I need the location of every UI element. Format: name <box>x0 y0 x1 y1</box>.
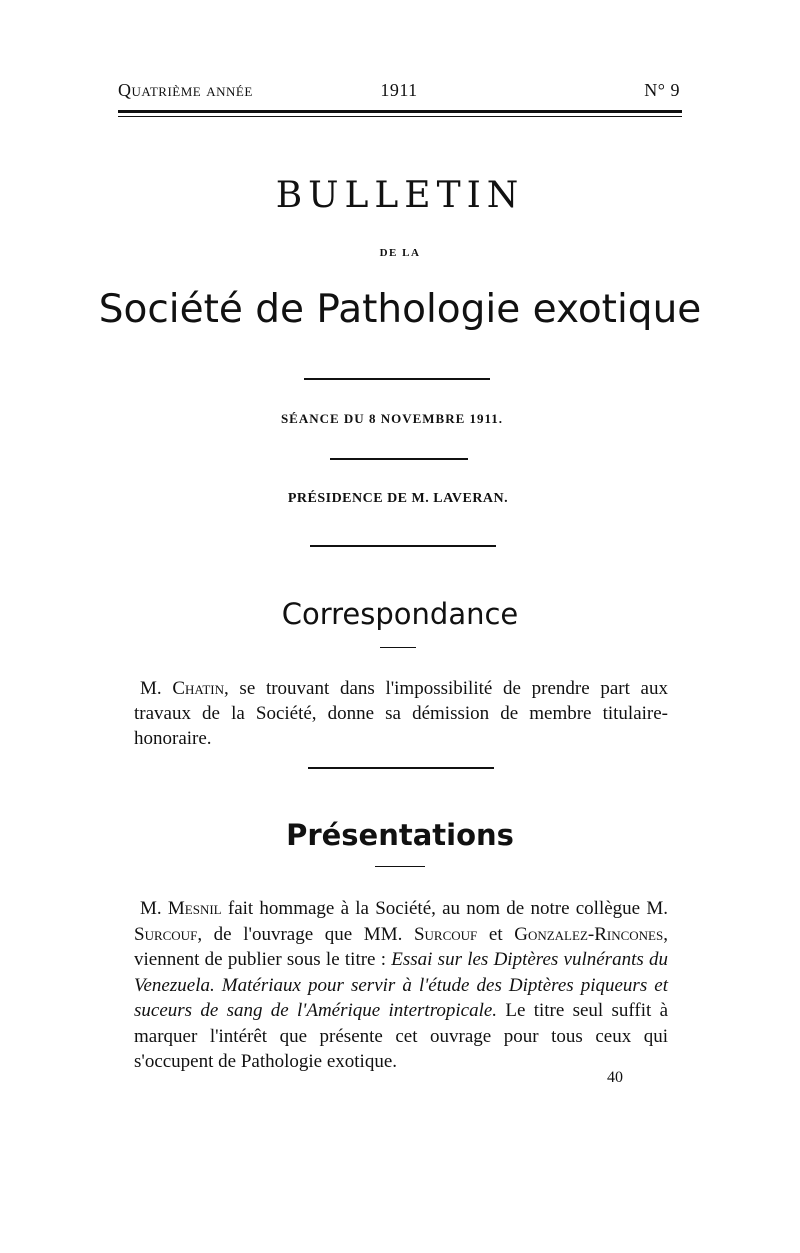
society-name: Société de Pathologie exotique <box>98 287 702 332</box>
header-double-rule <box>118 110 682 117</box>
person-name: Gonzalez-Rincones <box>514 923 664 945</box>
person-name: Surcouf <box>413 923 478 945</box>
person-name: Chatin <box>172 678 224 699</box>
presentations-paragraph: M. Mesnil fait hommage à la Société, au nom de notre collègue M. Surcouf, de l'ouvrage que MM. Surcouf et Gonzalez-Rincones, viennent de publier sous le titre : Essai sur les Diptères vulnérants du Venezuela. Matériaux pour servir à l'étude des Diptères piqueurs et suceurs de sang de l'Amérique intertropicale. Le titre seul suffit à marquer l'intérêt que présente cet ouvrage pour tous ceux qui s'occupent de Pathologie exotique. <box>134 898 669 1072</box>
divider-3 <box>310 545 496 547</box>
section-title-correspondance: Correspondance <box>281 597 519 631</box>
divider-1 <box>304 378 490 380</box>
header-issue-number: N° 9 <box>644 80 680 100</box>
bulletin-title: BULLETIN <box>275 175 525 216</box>
presidence: PRÉSIDENCE DE M. LAVERAN. <box>287 491 509 506</box>
correspondance-paragraph: M. Chatin, se trouvant dans l'impossibilité de prendre part aux travaux de la Société, donne sa démission de membre titulaire-honoraire. <box>134 678 668 749</box>
title-underline-1 <box>380 647 416 648</box>
divider-2 <box>330 458 468 460</box>
person-name: Mesnil <box>167 898 222 919</box>
book-title: Essai sur les Diptères vulnérants du Venezuela. Matériaux pour servir à l'étude des Diptères piqueurs et suceurs de sang de l'Amérique intertropicale. <box>134 949 668 1021</box>
title-underline-2 <box>375 866 425 867</box>
page-number: 40 <box>607 1069 623 1086</box>
header-year-label: Quatrième année <box>118 80 253 100</box>
de-la-label: DE LA <box>379 247 421 259</box>
header-year: 1911 <box>380 80 418 100</box>
seance-date: SÉANCE DU 8 NOVEMBRE 1911. <box>280 411 504 426</box>
divider-4 <box>308 767 494 769</box>
person-name: Surcouf <box>134 923 198 945</box>
section-title-presentations: Présentations <box>286 818 514 852</box>
